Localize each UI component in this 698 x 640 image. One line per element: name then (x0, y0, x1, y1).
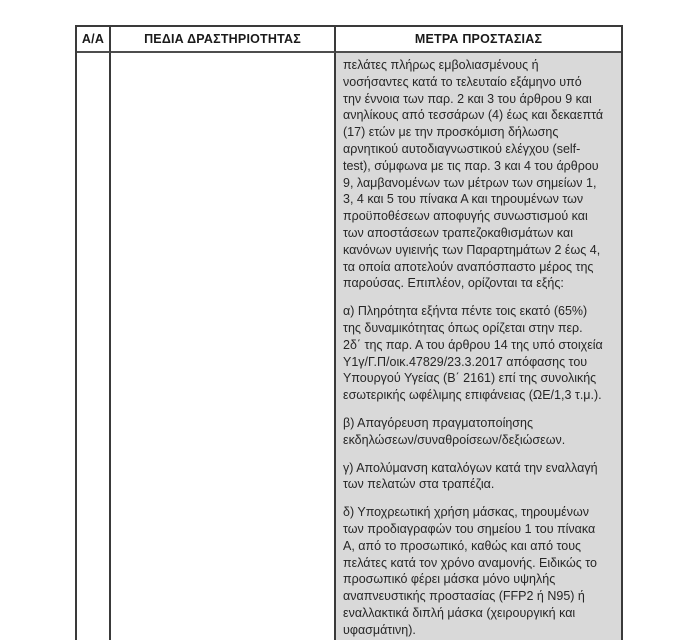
header-cell-activity-fields: ΠΕΔΙΑ ΔΡΑΣΤΗΡΙΟΤΗΤΑΣ (111, 27, 336, 53)
measures-text-line: εκδηλώσεων/συναθροίσεων/δεξιώσεων. (343, 432, 566, 447)
measures-text-line: δ) Υποχρεωτική χρήση μάσκας, τηρουμένων (343, 505, 590, 520)
measures-text-line: υφασμάτινη). (343, 622, 416, 637)
measures-text-line: παρούσας. Επιπλέον, ορίζονται τα εξής: (343, 276, 564, 291)
measures-text-line: των πελατών στα τραπέζια. (343, 477, 495, 492)
measures-text-line: test), σύμφωνα με τις παρ. 3 και 4 του άρθρου (343, 158, 599, 173)
measures-text-line: αρνητικού αυτοδιαγνωστικού ελέγχου (self- (343, 141, 581, 156)
header-cell-protection-measures: ΜΕΤΡΑ ΠΡΟΣΤΑΣΙΑΣ (336, 27, 621, 53)
body-cell-activity-fields (111, 53, 336, 640)
measures-text-line: 2δ΄ της παρ. Α του άρθρου 14 της υπό στοιχεία (343, 337, 603, 352)
body-cell-protection-measures (336, 53, 621, 640)
measures-paragraph-c (343, 460, 615, 494)
measures-text-line: κανόνων υγιεινής των Παραρτημάτων 2 έως 4, (343, 242, 601, 257)
measures-text-line: 3, 4 και 5 του πίνακα Α και τηρουμένων των (343, 192, 584, 207)
measures-text-line: β) Απαγόρευση πραγματοποίησης (343, 415, 534, 430)
measures-paragraph-b (343, 415, 615, 449)
protection-measures-table (75, 25, 623, 640)
measures-text-line: γ) Απολύμανση καταλόγων κατά την εναλλαγή (343, 460, 598, 475)
measures-text-line: πελάτες κατά τον χρόνο αναμονής. Ειδικώς το (343, 555, 597, 570)
measures-paragraph-intro (343, 57, 615, 292)
measures-paragraph-a (343, 303, 615, 404)
measures-text-line: Υπουργού Υγείας (Β΄ 2161) επί της συνολικής (343, 371, 597, 386)
measures-text-line: της δυναμικότητας όπως ορίζεται στην περ. (343, 320, 583, 335)
measures-text-line: των προδιαγραφών του σημείου 1 του πίνακα (343, 521, 596, 536)
measures-text-line: (17) ετών με την προσκόμιση δήλωσης (343, 125, 559, 140)
measures-text-line: προσωπικό φέρει μάσκα μόνο υψηλής (343, 572, 556, 587)
measures-text-line: τα οποία αποτελούν αναπόσπαστο μέρος της (343, 259, 594, 274)
measures-text-line: την έννοια των παρ. 2 και 3 του άρθρου 9 και (343, 91, 592, 106)
measures-text-line: εναλλακτικά διπλή μάσκα (χειρουργική και (343, 605, 576, 620)
measures-text-line: των αποστάσεων τραπεζοκαθισμάτων και (343, 225, 573, 240)
measures-text-line: προϋποθέσεων αποφυγής συνωστισμού και (343, 209, 588, 224)
measures-text-line: α) Πληρότητα εξήντα πέντε τοις εκατό (65%) (343, 304, 588, 319)
measures-text-line: νοσήσαντες κατά το τελευταίο εξάμηνο υπό (343, 74, 582, 89)
measures-text-line: πελάτες πλήρως εμβολιασμένους ή (343, 58, 539, 72)
body-cell-aa (77, 53, 111, 640)
measures-text-line: 9, λαμβανομένων των μέτρων των σημείων 1, (343, 175, 597, 190)
measures-text-line: εσωτερικής ωφέλιμης επιφάνειας (ΩΕ/1,3 τ.μ.). (343, 388, 602, 403)
measures-text-line: Α, από το προσωπικό, καθώς και από τους (343, 538, 582, 553)
measures-paragraph-d (343, 504, 615, 638)
header-cell-aa: Α/Α (77, 27, 111, 53)
measures-text-line: Υ1γ/Γ.Π/οικ.47829/23.3.2017 απόφασης του (343, 354, 588, 369)
measures-text-line: αναπνευστικής προστασίας (FFP2 ή N95) ή (343, 589, 585, 604)
measures-text-line: ανηλίκους από τεσσάρων (4) έως και δεκαεπτά (343, 108, 604, 123)
